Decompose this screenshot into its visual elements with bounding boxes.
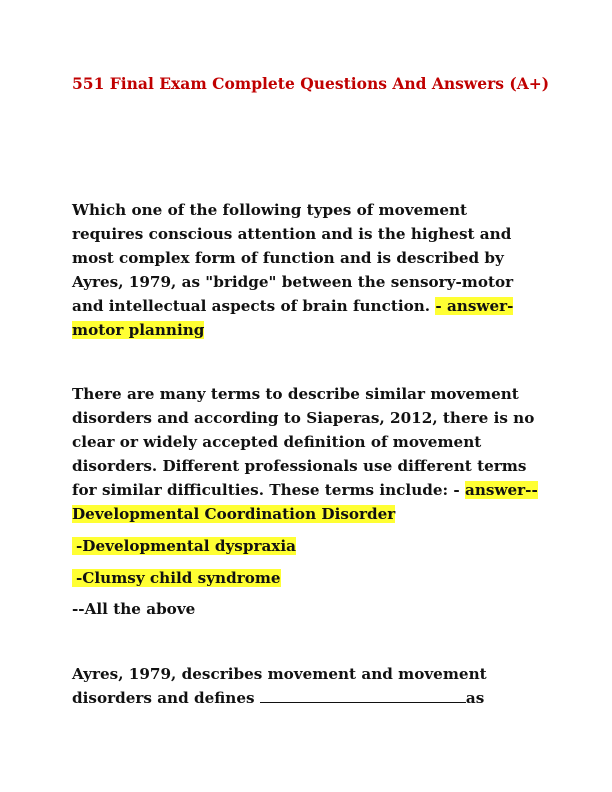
question-1 bbox=[72, 198, 542, 342]
question-3-text-end: as bbox=[465, 689, 485, 707]
question-2-answer: answer--Developmental Coordination Disorder bbox=[72, 481, 538, 523]
question-2-option-3: -Clumsy child syndrome bbox=[72, 566, 281, 590]
question-1-answer: - answer-motor planning bbox=[72, 297, 514, 339]
question-3 bbox=[72, 662, 542, 710]
question-1-text: Which one of the following types of movement requires conscious attention and is the highest and most complex form of function and is described by Ayres, 1979, as "bridge" between the sensory-motor and intellectual aspects of brain function. bbox=[72, 201, 514, 315]
question-3-text-start: Ayres, 1979, describes movement and movement disorders and defines bbox=[72, 665, 487, 707]
question-2-option-4: --All the above bbox=[72, 600, 196, 618]
answer-blank bbox=[260, 688, 466, 703]
question-2-option-2: -Developmental dyspraxia bbox=[72, 534, 296, 558]
question-2 bbox=[72, 382, 544, 526]
document-title: 551 Final Exam Complete Questions And Answers (A+) bbox=[72, 74, 550, 93]
question-2-text: There are many terms to describe similar movement disorders and according to Siaperas, 2012, there is no clear or widely accepted definition of movement disorders. Different professionals use different terms for similar difficulties. These terms include: - bbox=[72, 385, 535, 499]
